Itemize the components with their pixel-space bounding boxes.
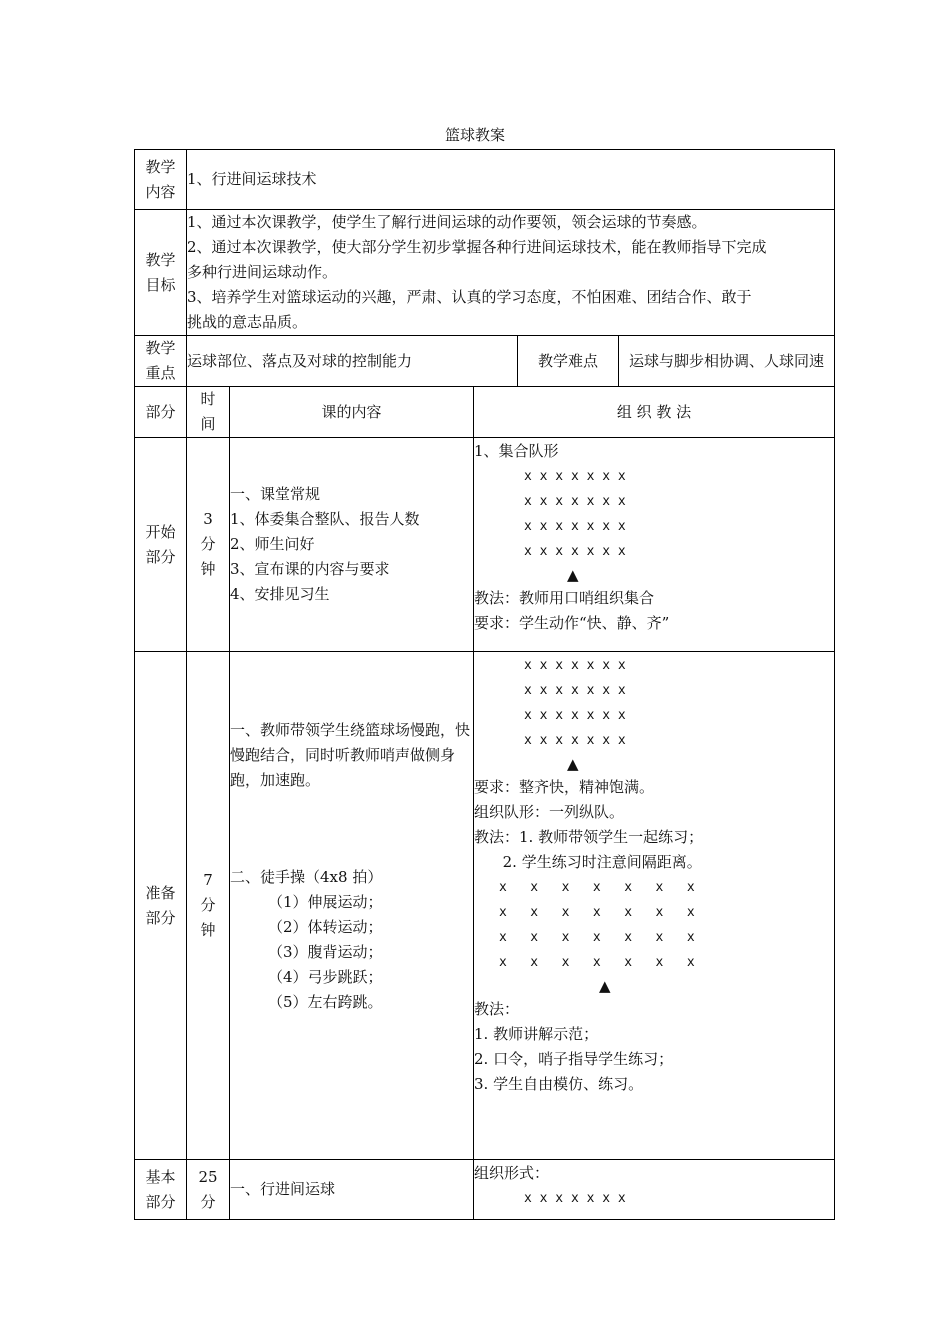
goal-line: 多种行进间运球动作。 (187, 263, 338, 281)
formation-grid (474, 1186, 834, 1211)
method-note: 3. 学生自由模仿、练习。 (474, 1075, 644, 1093)
formation-row: x x x x x x x (524, 519, 626, 534)
section-basic-part: 基本 部分 (135, 1160, 187, 1220)
formation-row: x x x x x x x (524, 1191, 626, 1206)
content-line: 一、行进间运球 (230, 1180, 336, 1198)
label-teaching-content: 教学 内容 (135, 150, 187, 210)
formation-grid (474, 875, 834, 975)
content-line: 2、师生问好 (230, 535, 315, 553)
teacher-position-icon: ▲ (567, 566, 579, 584)
row-section-start (135, 438, 835, 652)
formation-row: x x x x x x x (499, 880, 695, 895)
lesson-plan-table (134, 149, 835, 1220)
row-section-basic (135, 1160, 835, 1220)
section-start-method (474, 438, 835, 652)
document-title: 篮球教案 (444, 126, 505, 144)
formation-row: x x x x x x x (499, 930, 695, 945)
content-line: （3）腹背运动； (268, 943, 383, 961)
header-time: 时 间 (187, 387, 230, 438)
formation-row: x x x x x x x (499, 955, 695, 970)
formation-row: x x x x x x x (524, 733, 626, 748)
row-section-prepare (135, 652, 835, 1160)
row-key-points (135, 336, 835, 387)
method-note: 2. 学生练习时注意间隔距离。 (474, 853, 702, 871)
method-note: 教法：1. 教师带领学生一起练习； (474, 828, 704, 846)
content-line: 跑，加速跑。 (230, 771, 321, 789)
goal-line: 1、通过本次课教学，使学生了解行进间运球的动作要领，领会运球的节奏感。 (187, 213, 707, 231)
method-note: 1. 教师讲解示范； (474, 1025, 599, 1043)
label-teaching-goals: 教学 目标 (135, 210, 187, 336)
content-line: （2）体转运动； (268, 918, 383, 936)
section-basic-time: 25 分 (187, 1160, 230, 1220)
teacher-position-icon: ▲ (567, 755, 579, 773)
content-line: （1）伸展运动； (268, 893, 383, 911)
content-line: 1、体委集合整队、报告人数 (230, 510, 420, 528)
method-note: 要求：整齐快，精神饱满。 (474, 778, 655, 796)
section-basic-content (230, 1160, 474, 1220)
label-key-points: 教学 重点 (135, 336, 187, 387)
header-method: 组 织 教 法 (474, 387, 835, 438)
goal-line: 挑战的意志品质。 (187, 313, 308, 331)
formation-row: x x x x x x x (524, 494, 626, 509)
method-note: 教法：教师用口哨组织集合 (474, 589, 655, 607)
label-difficulty: 教学难点 (518, 336, 619, 386)
formation-row: x x x x x x x (524, 544, 626, 559)
formation-row: x x x x x x x (524, 708, 626, 723)
content-subtitle: 二、徒手操（4x8 拍） (230, 868, 383, 886)
row-header (135, 387, 835, 438)
formation-grid (474, 653, 834, 753)
goal-line: 2、通过本次课教学，使大部分学生初步掌握各种行进间运球技术，能在教师指导下完成 (187, 238, 767, 256)
section-prepare-time: 7 分 钟 (187, 652, 230, 1160)
goal-line: 3、培养学生对篮球运动的兴趣，严肃、认真的学习态度，不怕困难、团结合作、敢于 (187, 288, 752, 306)
header-content: 课的内容 (230, 387, 474, 438)
method-note: 2. 口令，哨子指导学生练习； (474, 1050, 674, 1068)
teaching-content-value: 1、行进间运球技术 (187, 150, 835, 210)
method-heading: 1、集合队形 (474, 442, 559, 460)
section-prepare-part: 准备 部分 (135, 652, 187, 1160)
content-line: （4）弓步跳跃； (268, 968, 383, 986)
method-note: 要求：学生动作“快、静、齐” (474, 614, 670, 632)
difficulty-value: 运球与脚步相协调、人球同速 (629, 351, 825, 370)
content-line: 一、课堂常规 (230, 485, 321, 503)
section-start-part: 开始 部分 (135, 438, 187, 652)
lesson-plan (134, 149, 834, 1220)
section-prepare-content (230, 652, 474, 1160)
method-note: 教法： (474, 1000, 520, 1018)
method-note: 组织队形：一列纵队。 (474, 803, 625, 821)
content-line: 3、宣布课的内容与要求 (230, 560, 390, 578)
formation-row: x x x x x x x (524, 469, 626, 484)
section-start-time: 3 分 钟 (187, 438, 230, 652)
formation-row: x x x x x x x (524, 658, 626, 673)
section-start-content (230, 438, 474, 652)
row-teaching-goals (135, 210, 835, 336)
content-line: 一、教师带领学生绕篮球场慢跑，快 (230, 721, 471, 739)
formation-row: x x x x x x x (499, 905, 695, 920)
section-basic-method (474, 1160, 835, 1220)
teacher-position-icon: ▲ (599, 977, 611, 995)
content-line: （5）左右跨跳。 (268, 993, 383, 1011)
formation-grid (474, 464, 834, 564)
row-teaching-content (135, 150, 835, 210)
key-points-value: 运球部位、落点及对球的控制能力 (187, 336, 518, 387)
teaching-goals-text (187, 210, 835, 336)
content-line: 4、安排见习生 (230, 585, 330, 603)
section-prepare-method (474, 652, 835, 1160)
method-heading: 组织形式： (474, 1164, 550, 1182)
header-part: 部分 (135, 387, 187, 438)
content-line: 慢跑结合，同时听教师哨声做侧身 (230, 746, 456, 764)
formation-row: x x x x x x x (524, 683, 626, 698)
